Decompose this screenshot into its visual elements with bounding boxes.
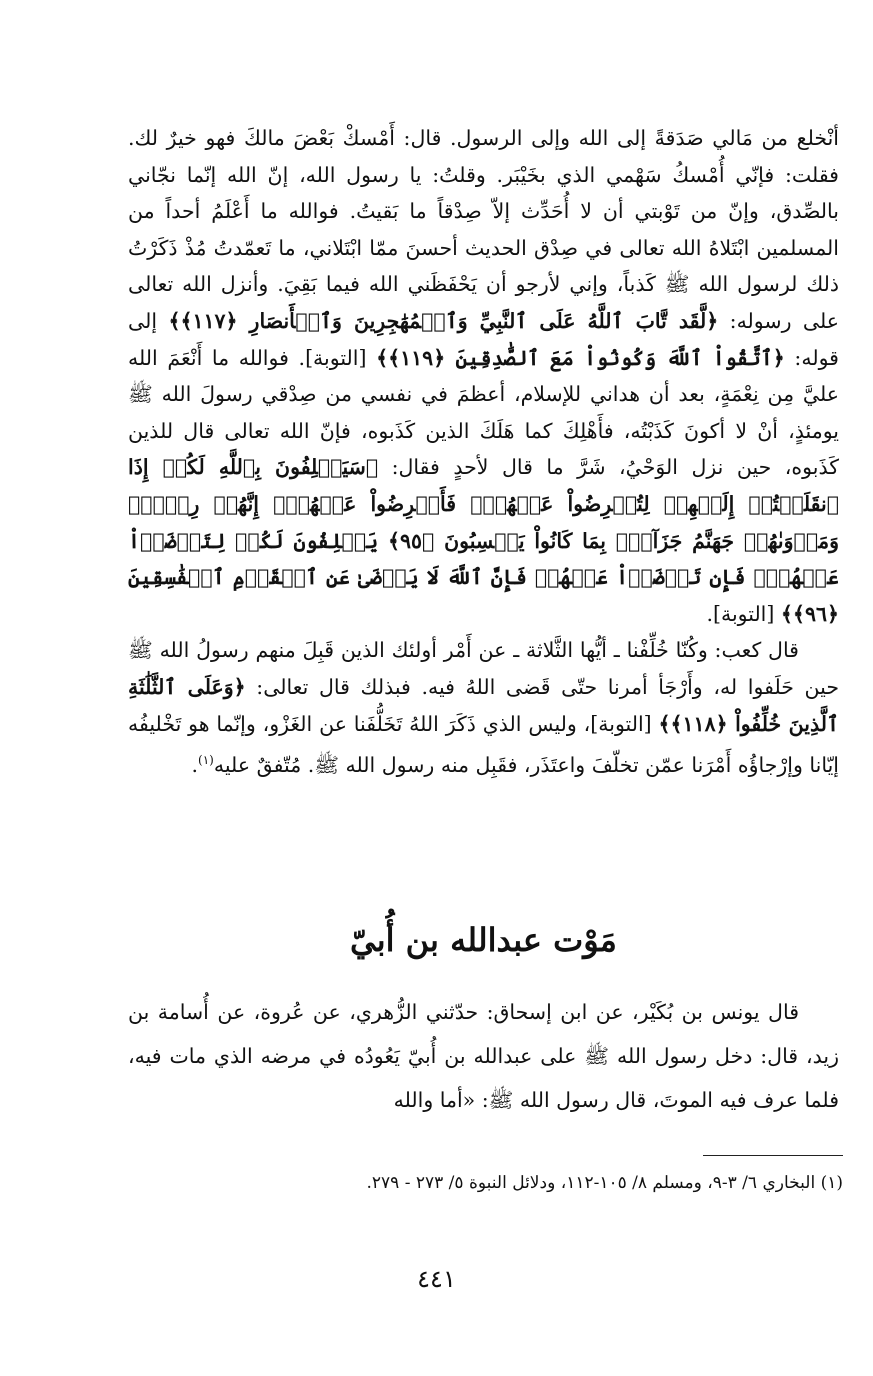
surah-reference: [التوبة]، <box>583 711 652 736</box>
paragraph-text: أنْخلع من مَالي صَدَقةً إلى الله وإلى الرسول. قال: أَمْسكْ بَعْضَ مالكَ فهو خيرٌ لك. فقلت: فإنّي أُمْسكُ سَهْمي الذي بخَيْبَر. وقلتُ: يا رسول الله، إنّ الله إنّما نجّاني بالصِّدق، وإنّ من تَوْبتي أن لا أُحَدِّث إلاّ صِدْقاً ما بَقيتُ. فوالله ما أَعْلَمُ أحداً من المسلمين ابْتَلاهُ الله تعالى في صِدْق الحديث أحسنَ ممّا ابْتَلاني، ما تَعمّدتُ مُذْ ذَكَرْتُ ذلك لرسول الله ﷺ كَذباً، وإني لأرجو أن يَحْفَظَني الله فيما بَقِيَ. وأنزل الله تعالى على رسوله: <box>128 126 839 333</box>
section-text-block <box>128 990 839 1122</box>
main-text-block <box>128 120 839 784</box>
surah-reference: [التوبة]. <box>298 345 367 370</box>
footnote: (١) البخاري ٦/ ٣-٩، ومسلم ٨/ ١٠٥-١١٢، ودلائل النبوة ٥/ ٢٧٣ - ٢٧٩. <box>366 1173 843 1193</box>
footnote-marker: (١) <box>198 753 214 768</box>
quran-verse: ﴿سَيَحۡلِفُونَ بِٱللَّهِ لَكُمۡ إِذَا ٱنقَلَبۡتُمۡ إِلَيۡهِمۡ لِتُعۡرِضُواْ عَنۡهُمۡۖ فَأَعۡرِضُواْ عَنۡهُمۡۖ إِنَّهُمۡ رِجۡسٞۖ وَمَأۡوَىٰهُمۡ جَهَنَّمُ جَزَآءَۢ بِمَا كَانُواْ يَكۡسِبُونَ ﴿٩٥﴾ يَحۡلِفُونَ لَكُمۡ لِتَرۡضَوۡاْ عَنۡهُمۡۖ فَإِن تَرۡضَوۡاْ عَنۡهُمۡ فَإِنَّ ٱللَّهَ لَا يَرۡضَىٰ عَنِ ٱلۡقَوۡمِ ٱلۡفَٰسِقِينَ ﴿٩٦﴾﴾ <box>128 455 840 626</box>
footnote-divider <box>703 1155 843 1156</box>
paragraph-text: فوالله ما أَنْعَمَ الله عليَّ مِن نِعْمَةٍ، بعد أن هداني للإسلام، أعظمَ في نفسي من صِدْقي رسولَ الله ﷺ يومئذٍ، أنْ لا أكونَ كَذَبْتُه، فأَهْلِكَ كما هَلَكَ الذين كَذَبوه، فإنّ الله تعالى قال للذين كَذَبوه، حين نزل الوَحْيُ، شَرَّ ما قال لأحدٍ فقال: <box>128 345 839 480</box>
quran-verse: ﴿ٱتَّقُواْ ٱللَّهَ وَكُونُواْ مَعَ ٱلصَّٰدِقِينَ ﴿١١٩﴾﴾ <box>376 345 785 370</box>
paragraph-text: وليس الذي ذَكَرَ اللهُ تَخَلُّفَنا عن الغَزْو، وإنّما هو تَخْليفُه إيّانا وإرْجاؤُه أَمْرَنا عمّن تخلّفَ واعتَذَر، فقَبِل منه رسول الله ﷺ. مُتّفقٌ عليه <box>128 711 839 777</box>
surah-reference: [التوبة]. <box>706 601 775 626</box>
paragraph-kaab-story <box>128 120 839 632</box>
quran-verse: ﴿لَّقَد تَّابَ ٱللَّهُ عَلَى ٱلنَّبِيِّ وَٱلۡمُهَٰجِرِينَ وَٱلۡأَنصَارِ ﴿١١٧﴾﴾ <box>168 308 719 333</box>
section-heading: مَوْت عبدالله بن أُبيّ <box>350 921 617 959</box>
quran-verse: ﴿وَعَلَى ٱلثَّلَٰثَةِ ٱلَّذِينَ خُلِّفُواْ ﴿١١٨﴾﴾ <box>128 674 839 736</box>
connector-text: إلى قوله: <box>128 308 839 370</box>
paragraph-ibn-ubayy: قال يونس بن بُكَيْر، عن ابن إسحاق: حدّثني الزُّهري، عن عُروة، عن أُسامة بن زيد، قال: دخل رسول الله ﷺ على عبدالله بن أُبيّ يَعُودُه في مرضه الذي مات فيه، فلما عرف فيه الموتَ، قال رسول الله ﷺ: «أما والله <box>128 1000 839 1112</box>
paragraph-kaab-conclusion: قال كعب: وكُنّا خُلِّفْنا ـ أيُّها الثَّلاثة ـ عن أَمْر أولئك الذين قَبِلَ منهم رسولُ الله ﷺ حين حَلَفوا له، وأَرْجَأ أمرنا حتّى قَضى اللهُ فيه. فبذلك قال تعالى: ﴿وَعَلَى ٱلثَّلَٰثَةِ ٱلَّذِينَ خُلِّفُواْ ﴿١١٨﴾﴾ [التوبة]، وليس الذي ذَكَرَ اللهُ تَخَلُّفَنا عن الغَزْو، وإنّما هو تَخْليفُه إيّانا وإرْجاؤُه أَمْرَنا عمّن تخلّفَ واعتَذَر، فقَبِل منه رسول الله ﷺ. مُتّفقٌ عليه$^{(١)}$. <box>128 638 839 777</box>
paragraph-text: قال كعب: وكُنّا خُلِّفْنا ـ أيُّها الثَّلاثة ـ عن أَمْر أولئك الذين قَبِلَ منهم رسولُ الله ﷺ حين حَلَفوا له، وأَرْجَأ أمرنا حتّى قَضى اللهُ فيه. فبذلك قال تعالى: <box>128 638 839 699</box>
page-number: ٤٤١ <box>417 1265 456 1293</box>
